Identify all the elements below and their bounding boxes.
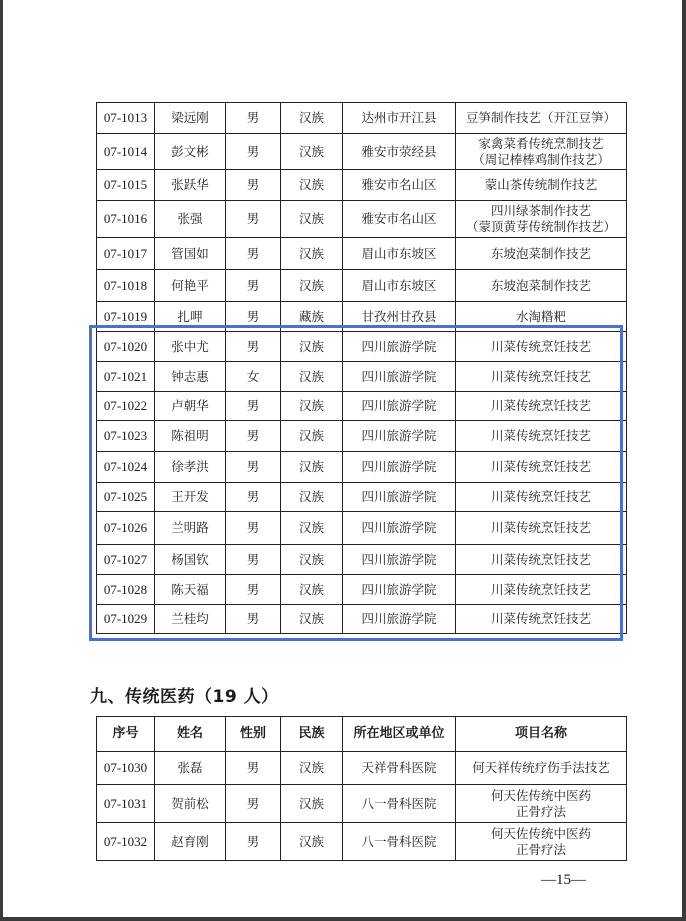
cell-ethnicity: 汉族 (281, 545, 343, 575)
cell-project (456, 134, 627, 170)
table-row (97, 575, 627, 605)
project-line: 何天祥传统疗伤手法技艺 (472, 760, 610, 775)
table-row (97, 270, 627, 302)
cell-location: 雅安市荥经县 (343, 134, 456, 170)
cell-ethnicity: 汉族 (281, 270, 343, 302)
cell-ethnicity: 汉族 (281, 605, 343, 634)
cell-ethnicity: 汉族 (281, 483, 343, 512)
cell-project (456, 452, 627, 483)
cell-id: 07-1017 (97, 238, 155, 270)
cell-project (456, 332, 627, 362)
cell-name: 赵育刚 (155, 823, 226, 861)
cell-ethnicity: 藏族 (281, 302, 343, 332)
cell-project (456, 270, 627, 302)
cell-project (456, 302, 627, 332)
cell-location: 四川旅游学院 (343, 362, 456, 392)
project-line: 蒙山茶传统制作技艺 (484, 177, 598, 192)
traditional-medicine-table-body (97, 752, 627, 861)
cell-project (456, 512, 627, 545)
cell-gender: 男 (226, 134, 281, 170)
cell-name: 贺前松 (155, 785, 226, 823)
cell-id: 07-1021 (97, 362, 155, 392)
cell-location: 四川旅游学院 (343, 575, 456, 605)
cell-location: 四川旅游学院 (343, 605, 456, 634)
table-row (97, 134, 627, 170)
cell-project (456, 170, 627, 201)
cell-location: 八一骨科医院 (343, 823, 456, 861)
table-row (97, 332, 627, 362)
page-edge-left (0, 0, 3, 921)
cell-project (456, 103, 627, 134)
table-row (97, 392, 627, 421)
project-line: 川菜传统烹饪技艺 (490, 368, 591, 384)
cell-location: 四川旅游学院 (343, 512, 456, 545)
cell-ethnicity: 汉族 (281, 238, 343, 270)
cell-gender: 男 (226, 823, 281, 861)
cell-name: 陈祖明 (155, 421, 226, 452)
project-line: 川菜传统烹饪技艺 (490, 489, 591, 504)
cell-location: 达州市开江县 (343, 103, 456, 134)
cell-project (456, 545, 627, 575)
table-header-row (97, 717, 627, 752)
cell-gender: 男 (226, 512, 281, 545)
cell-project (456, 823, 627, 861)
header-id: 序号 (97, 717, 155, 752)
cell-name: 张强 (155, 201, 226, 238)
project-line: 川菜传统烹饪技艺 (490, 611, 591, 626)
cell-id: 07-1022 (97, 392, 155, 421)
project-line: 川菜传统烹饪技艺 (490, 581, 591, 597)
project-line: 水淘糌粑 (515, 308, 566, 324)
table-row (97, 545, 627, 575)
cell-id: 07-1023 (97, 421, 155, 452)
header-gender: 性别 (226, 717, 281, 752)
header-ethnicity: 民族 (281, 717, 343, 752)
project-line: 东坡泡菜制作技艺 (490, 245, 591, 261)
cell-project (456, 392, 627, 421)
page-edge-right (682, 0, 686, 921)
project-line: 豆笋制作技艺（开江豆笋） (465, 110, 616, 125)
cell-id: 07-1015 (97, 170, 155, 201)
cell-ethnicity: 汉族 (281, 332, 343, 362)
cell-gender: 男 (226, 170, 281, 201)
cell-gender: 男 (226, 452, 281, 483)
table-row (97, 170, 627, 201)
cell-location: 眉山市东坡区 (343, 238, 456, 270)
project-line: （蒙顶黄芽传统制作技艺） (465, 219, 616, 234)
cell-id: 07-1028 (97, 575, 155, 605)
cell-gender: 男 (226, 421, 281, 452)
cell-id: 07-1013 (97, 103, 155, 134)
table-row (97, 823, 627, 861)
cell-ethnicity: 汉族 (281, 134, 343, 170)
cell-name: 兰桂均 (155, 605, 226, 634)
cell-ethnicity: 汉族 (281, 452, 343, 483)
cell-location: 八一骨科医院 (343, 785, 456, 823)
table-row (97, 452, 627, 483)
project-line: 家禽菜肴传统烹制技艺 (478, 135, 604, 151)
cell-ethnicity: 汉族 (281, 575, 343, 605)
cell-gender: 男 (226, 238, 281, 270)
table-row (97, 483, 627, 512)
cell-id: 07-1027 (97, 545, 155, 575)
project-line: 川菜传统烹饪技艺 (490, 520, 591, 535)
project-line: 东坡泡菜制作技艺 (490, 277, 591, 293)
table-row (97, 302, 627, 332)
cell-id: 07-1019 (97, 302, 155, 332)
cell-ethnicity: 汉族 (281, 785, 343, 823)
cell-id: 07-1030 (97, 752, 155, 785)
cell-ethnicity: 汉族 (281, 512, 343, 545)
page-number: —15— (541, 872, 586, 888)
inheritor-table-body (97, 103, 627, 634)
header-name: 姓名 (155, 717, 226, 752)
cell-location: 雅安市名山区 (343, 201, 456, 238)
cell-location: 天祥骨科医院 (343, 752, 456, 785)
table-row (97, 421, 627, 452)
cell-location: 雅安市名山区 (343, 170, 456, 201)
cell-gender: 男 (226, 103, 281, 134)
cell-name: 彭文彬 (155, 134, 226, 170)
cell-id: 07-1016 (97, 201, 155, 238)
section-heading: 九、传统医药（19 人） (90, 687, 279, 707)
cell-location: 四川旅游学院 (343, 421, 456, 452)
table-row (97, 103, 627, 134)
project-line: 川菜传统烹饪技艺 (490, 428, 591, 443)
cell-project (456, 201, 627, 238)
table-row (97, 752, 627, 785)
cell-ethnicity: 汉族 (281, 103, 343, 134)
table-row (97, 512, 627, 545)
cell-project (456, 752, 627, 785)
cell-id: 07-1018 (97, 270, 155, 302)
cell-id: 07-1020 (97, 332, 155, 362)
cell-location: 四川旅游学院 (343, 332, 456, 362)
cell-name: 张中尤 (155, 332, 226, 362)
cell-id: 07-1014 (97, 134, 155, 170)
cell-project (456, 238, 627, 270)
table-row (97, 238, 627, 270)
cell-ethnicity: 汉族 (281, 823, 343, 861)
project-line: 川菜传统烹饪技艺 (490, 551, 591, 567)
cell-ethnicity: 汉族 (281, 201, 343, 238)
cell-id: 07-1024 (97, 452, 155, 483)
cell-id: 07-1025 (97, 483, 155, 512)
cell-name: 王开发 (155, 483, 226, 512)
project-line: 正骨疗法 (515, 803, 566, 819)
cell-project (456, 421, 627, 452)
cell-ethnicity: 汉族 (281, 170, 343, 201)
cell-project (456, 605, 627, 634)
cell-gender: 女 (226, 362, 281, 392)
cell-location: 四川旅游学院 (343, 392, 456, 421)
header-location: 所在地区或单位 (343, 717, 456, 752)
table-row (97, 201, 627, 238)
project-line: 四川绿茶制作技艺 (490, 203, 591, 218)
cell-name: 徐孝洪 (155, 452, 226, 483)
cell-name: 梁远刚 (155, 103, 226, 134)
cell-name: 兰明路 (155, 512, 226, 545)
project-line: （周记棒棒鸡制作技艺） (472, 151, 610, 167)
cell-gender: 男 (226, 752, 281, 785)
cell-name: 杨国钦 (155, 545, 226, 575)
cell-location: 甘孜州甘孜县 (343, 302, 456, 332)
cell-id: 07-1029 (97, 605, 155, 634)
cell-name: 管国如 (155, 238, 226, 270)
cell-location: 眉山市东坡区 (343, 270, 456, 302)
cell-project (456, 575, 627, 605)
cell-id: 07-1031 (97, 785, 155, 823)
cell-ethnicity: 汉族 (281, 752, 343, 785)
cell-id: 07-1032 (97, 823, 155, 861)
inheritor-table-continued (96, 102, 627, 634)
page-edge-bottom (0, 917, 686, 921)
cell-gender: 男 (226, 575, 281, 605)
project-line: 川菜传统烹饪技艺 (490, 459, 591, 474)
cell-project (456, 362, 627, 392)
cell-gender: 男 (226, 605, 281, 634)
cell-gender: 男 (226, 483, 281, 512)
cell-gender: 男 (226, 392, 281, 421)
project-line: 正骨疗法 (515, 841, 566, 857)
project-line: 川菜传统烹饪技艺 (490, 338, 591, 354)
cell-gender: 男 (226, 201, 281, 238)
cell-id: 07-1026 (97, 512, 155, 545)
cell-name: 卢朝华 (155, 392, 226, 421)
table-row (97, 362, 627, 392)
table-row (97, 785, 627, 823)
cell-location: 四川旅游学院 (343, 452, 456, 483)
cell-gender: 男 (226, 270, 281, 302)
project-line: 川菜传统烹饪技艺 (490, 398, 591, 413)
cell-location: 四川旅游学院 (343, 483, 456, 512)
cell-name: 陈天福 (155, 575, 226, 605)
traditional-medicine-table (96, 716, 627, 861)
cell-project (456, 483, 627, 512)
cell-name: 张磊 (155, 752, 226, 785)
cell-name: 张跃华 (155, 170, 226, 201)
cell-name: 扎呷 (155, 302, 226, 332)
cell-name: 钟志惠 (155, 362, 226, 392)
cell-gender: 男 (226, 302, 281, 332)
cell-gender: 男 (226, 332, 281, 362)
header-project: 项目名称 (456, 717, 627, 752)
cell-gender: 男 (226, 785, 281, 823)
project-line: 何天佐传统中医药 (490, 787, 591, 803)
table-row (97, 605, 627, 634)
project-line: 何天佐传统中医药 (490, 825, 591, 841)
cell-gender: 男 (226, 545, 281, 575)
cell-project (456, 785, 627, 823)
cell-name: 何艳平 (155, 270, 226, 302)
cell-ethnicity: 汉族 (281, 392, 343, 421)
cell-location: 四川旅游学院 (343, 545, 456, 575)
cell-ethnicity: 汉族 (281, 421, 343, 452)
cell-ethnicity: 汉族 (281, 362, 343, 392)
